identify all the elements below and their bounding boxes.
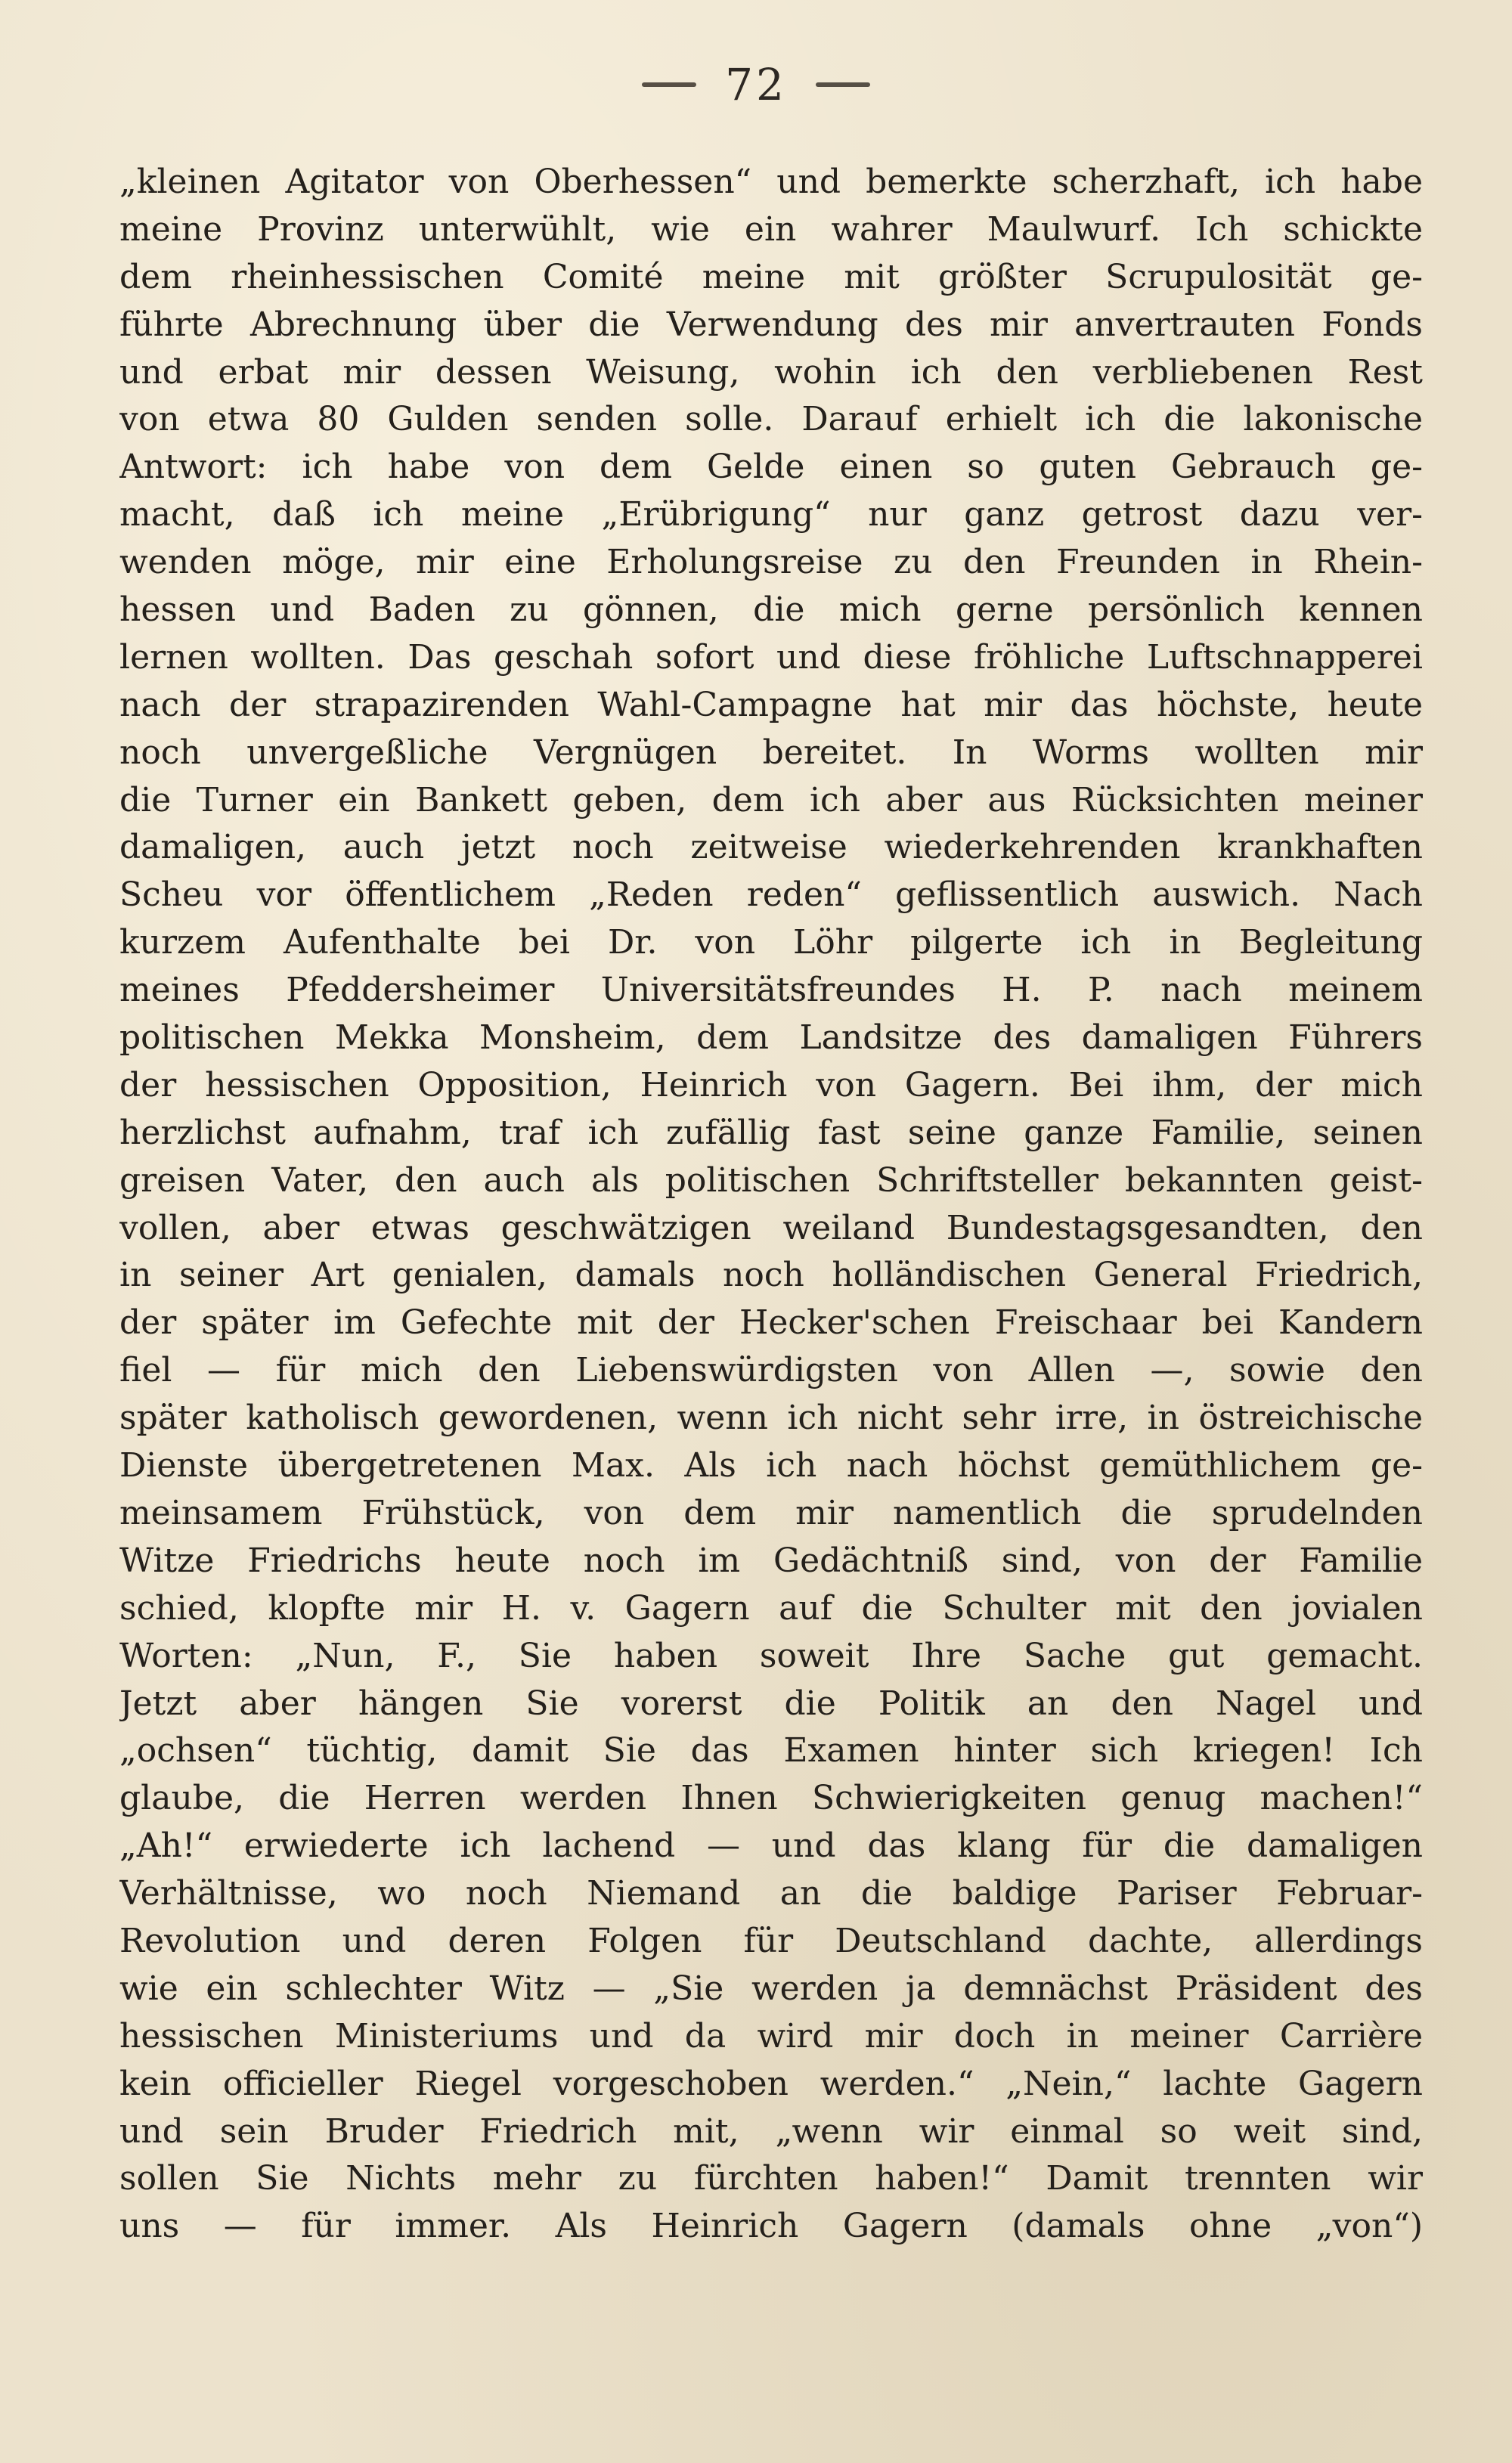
text-line: Verhältnisse, wo noch Niemand an die baldige Pariser Februar- bbox=[119, 1874, 1423, 1913]
text-line: noch unvergeßliche Vergnügen bereitet. In Worms wollten mir bbox=[119, 733, 1423, 772]
page-header bbox=[0, 54, 1512, 115]
text-line: Worten: „Nun, F., Sie haben soweit Ihre Sache gut gemacht. bbox=[119, 1636, 1423, 1675]
text-line: in seiner Art genialen, damals noch holländischen General Friedrich, bbox=[119, 1256, 1423, 1295]
text-line: meine Provinz unterwühlt, wie ein wahrer Maulwurf. Ich schickte bbox=[119, 209, 1423, 249]
body-text bbox=[119, 159, 1423, 2251]
text-line: schied, klopfte mir H. v. Gagern auf die Schulter mit den jovialen bbox=[119, 1588, 1423, 1628]
text-line: wie ein schlechter Witz — „Sie werden ja demnächst Präsident des bbox=[119, 1969, 1423, 2008]
text-line: wenden möge, mir eine Erholungsreise zu den Freunden in Rhein- bbox=[119, 543, 1423, 582]
text-line: meines Pfeddersheimer Universitätsfreundes H. P. nach meinem bbox=[119, 971, 1423, 1010]
text-line: Witze Friedrichs heute noch im Gedächtniß sind, von der Familie bbox=[119, 1541, 1423, 1580]
text-line: fiel — für mich den Liebenswürdigsten von Allen —, sowie den bbox=[119, 1351, 1423, 1390]
header-dash-right bbox=[816, 82, 870, 87]
text-line: kurzem Aufenthalte bei Dr. von Löhr pilgerte ich in Begleitung bbox=[119, 923, 1423, 962]
text-line: macht, daß ich meine „Erübrigung“ nur ganz getrost dazu ver- bbox=[119, 495, 1423, 534]
text-line: dem rheinhessischen Comité meine mit größter Scrupulosität ge- bbox=[119, 257, 1423, 296]
text-line: vollen, aber etwas geschwätzigen weiland Bundestagsgesandten, den bbox=[119, 1208, 1423, 1247]
text-line: und erbat mir dessen Weisung, wohin ich den verbliebenen Rest bbox=[119, 352, 1423, 392]
text-line: hessischen Ministeriums und da wird mir doch in meiner Carrière bbox=[119, 2016, 1423, 2056]
text-line: meinsamem Frühstück, von dem mir namentlich die sprudelnden bbox=[119, 1493, 1423, 1532]
text-line: „Ah!“ erwiederte ich lachend — und das klang für die damaligen bbox=[119, 1826, 1423, 1866]
text-line: die Turner ein Bankett geben, dem ich aber aus Rücksichten meiner bbox=[119, 780, 1423, 819]
text-line: hessen und Baden zu gönnen, die mich gerne persönlich kennen bbox=[119, 590, 1423, 630]
text-line: sollen Sie Nichts mehr zu fürchten haben!“ Damit trennten wir bbox=[119, 2159, 1423, 2198]
text-line: und sein Bruder Friedrich mit, „wenn wir einmal so weit sind, bbox=[119, 2111, 1423, 2151]
text-line: führte Abrechnung über die Verwendung des mir anvertrauten Fonds bbox=[119, 305, 1423, 344]
text-line: später katholisch gewordenen, wenn ich nicht sehr irre, in östreichische bbox=[119, 1399, 1423, 1438]
text-line: uns — für immer. Als Heinrich Gagern (damals ohne „von“) bbox=[119, 2207, 1423, 2246]
text-line: lernen wollten. Das geschah sofort und diese fröhliche Luftschnapperei bbox=[119, 637, 1423, 677]
text-line: „ochsen“ tüchtig, damit Sie das Examen hinter sich kriegen! Ich bbox=[119, 1731, 1423, 1771]
text-line: Antwort: ich habe von dem Gelde einen so guten Gebrauch ge- bbox=[119, 448, 1423, 487]
text-line: kein officieller Riegel vorgeschoben werden.“ „Nein,“ lachte Gagern bbox=[119, 2064, 1423, 2103]
page-number: 72 bbox=[725, 59, 787, 110]
text-line: damaligen, auch jetzt noch zeitweise wiederkehrenden krankhaften bbox=[119, 828, 1423, 867]
header-dash-left bbox=[642, 82, 696, 87]
text-line: der hessischen Opposition, Heinrich von Gagern. Bei ihm, der mich bbox=[119, 1065, 1423, 1104]
text-line: glaube, die Herren werden Ihnen Schwierigkeiten genug machen!“ bbox=[119, 1779, 1423, 1818]
text-line: nach der strapazirenden Wahl-Campagne hat mir das höchste, heute bbox=[119, 685, 1423, 724]
text-line: herzlichst aufnahm, traf ich zufällig fast seine ganze Familie, seinen bbox=[119, 1113, 1423, 1152]
text-line: politischen Mekka Monsheim, dem Landsitze des damaligen Führers bbox=[119, 1018, 1423, 1058]
text-line: von etwa 80 Gulden senden solle. Darauf erhielt ich die lakonische bbox=[119, 400, 1423, 439]
text-line: Scheu vor öffentlichem „Reden reden“ geflissentlich auswich. Nach bbox=[119, 875, 1423, 915]
text-line: greisen Vater, den auch als politischen Schriftsteller bekannten geist- bbox=[119, 1160, 1423, 1200]
text-line: Jetzt aber hängen Sie vorerst die Politik an den Nagel und bbox=[119, 1684, 1423, 1723]
text-line: Dienste übergetretenen Max. Als ich nach höchst gemüthlichem ge- bbox=[119, 1446, 1423, 1486]
text-line: Revolution und deren Folgen für Deutschland dachte, allerdings bbox=[119, 1921, 1423, 1960]
text-line: der später im Gefechte mit der Hecker'schen Freischaar bei Kandern bbox=[119, 1303, 1423, 1343]
text-line: „kleinen Agitator von Oberhessen“ und bemerkte scherzhaft, ich habe bbox=[119, 163, 1423, 201]
